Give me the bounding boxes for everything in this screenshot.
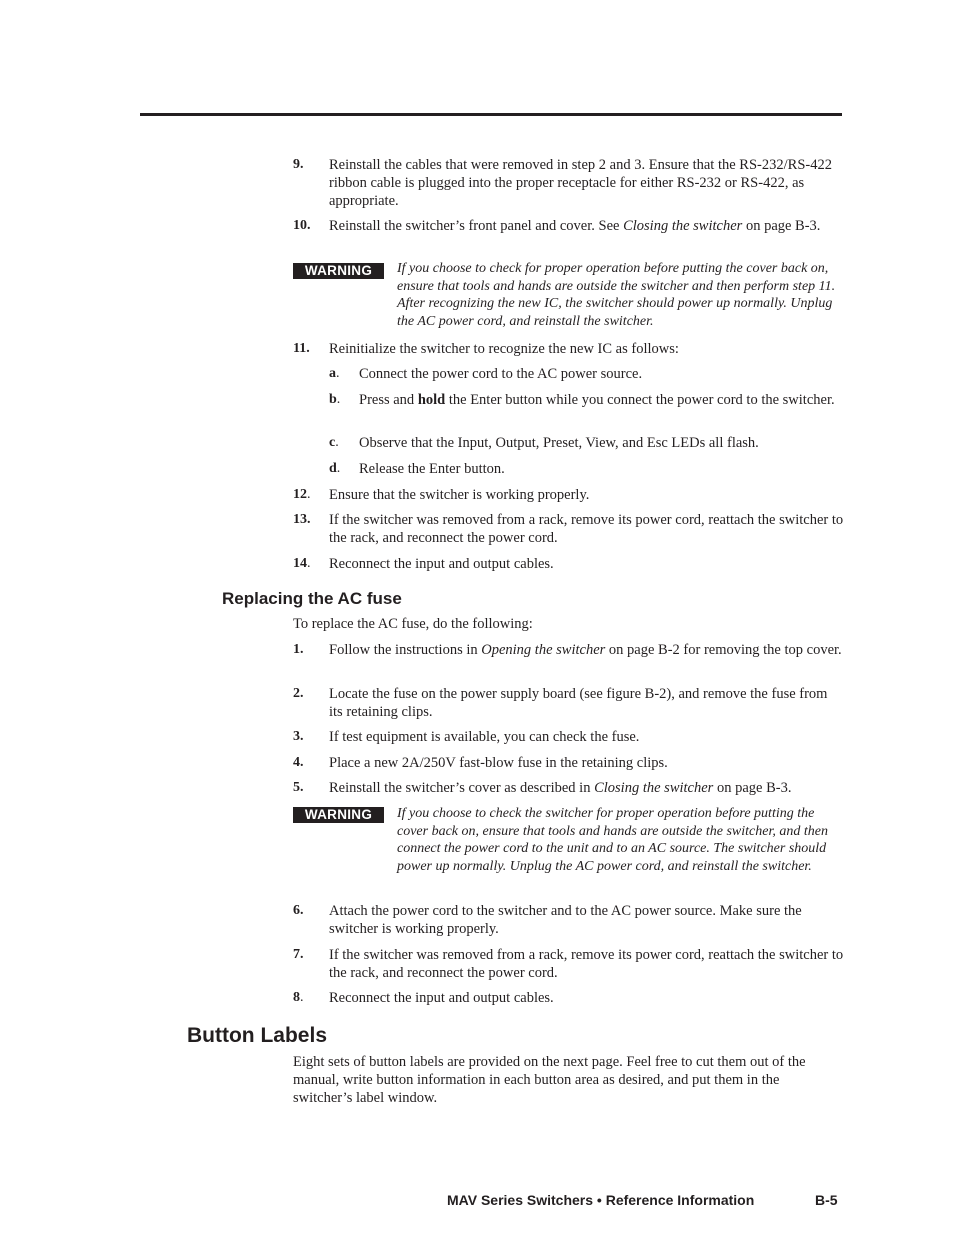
cross-reference: Closing the switcher [594, 780, 714, 796]
footer-title: MAV Series Switchers • Reference Information [447, 1192, 755, 1208]
step-number: 1. [293, 642, 304, 657]
step-number: 11. [293, 341, 310, 356]
step-text: Follow the instructions in Opening the switcher on page B-2 for removing the top cover. [329, 642, 842, 658]
step-number: 12. [293, 487, 311, 502]
header-rule [140, 113, 842, 116]
section-heading: Button Labels [187, 1024, 327, 1047]
step-number: 13. [293, 512, 311, 527]
step-text: Locate the fuse on the power supply board (see figure B-2), and remove the fuse from its retaining clips. [329, 686, 828, 720]
step-number: 10. [293, 218, 311, 233]
section-heading: Replacing the AC fuse [222, 589, 402, 608]
step-number: 9. [293, 157, 304, 172]
step-text: Place a new 2A/250V fast-blow fuse in the retaining clips. [329, 755, 668, 771]
page-number: B-5 [815, 1192, 838, 1208]
substep-text: Press and hold the Enter button while you connect the power cord to the switcher. [359, 392, 835, 408]
step-number: 8. [293, 990, 304, 1005]
step-text: Reconnect the input and output cables. [329, 990, 554, 1006]
step-text: If test equipment is available, you can check the fuse. [329, 729, 640, 745]
warning-text: If you choose to check the switcher for proper operation before putting the cover back on, ensure that tools and hands are outside the switcher, and then connect the power cord to the unit and to an AC source. The switcher should power up normally. Unplug the AC power cord, and reinstall the switcher. [397, 806, 828, 875]
step-text: Reinitialize the switcher to recognize the new IC as follows: [329, 341, 679, 357]
step-text: If the switcher was removed from a rack, remove its power cord, reattach the switcher to the rack, and reconnect the power cord. [329, 512, 844, 546]
substep-label: a. [329, 366, 340, 381]
step-text: Ensure that the switcher is working properly. [329, 487, 590, 503]
step-number: 4. [293, 755, 304, 770]
step-number: 2. [293, 686, 304, 701]
step-text: Attach the power cord to the switcher and to the AC power source. Make sure the switcher is working properly. [329, 903, 802, 937]
warning-badge: WARNING [293, 807, 384, 823]
section-intro: To replace the AC fuse, do the following: [293, 616, 533, 632]
warning-text: If you choose to check for proper operation before putting the cover back on, ensure that tools and hands are outside the switcher and then perform step 11. After recognizing the new IC, the switcher should power up normally. Unplug the AC power cord, and reinstall the switcher. [397, 261, 836, 330]
step-text: If the switcher was removed from a rack, remove its power cord, reattach the switcher to the rack, and reconnect the power cord. [329, 947, 844, 981]
substep-text: Release the Enter button. [359, 461, 505, 477]
substep-label: d. [329, 461, 341, 476]
substep-text: Connect the power cord to the AC power source. [359, 366, 643, 382]
step-text: Reinstall the cables that were removed in step 2 and 3. Ensure that the RS-232/RS-422 ribbon cable is plugged into the proper receptacle for either RS-232 or RS-422, as appropriate. [329, 157, 832, 209]
step-text: Reconnect the input and output cables. [329, 556, 554, 572]
substep-label: c. [329, 435, 339, 450]
step-number: 5. [293, 780, 304, 795]
step-number: 3. [293, 729, 304, 744]
cross-reference: Opening the switcher [481, 642, 606, 658]
warning-badge: WARNING [293, 263, 384, 279]
step-number: 6. [293, 903, 304, 918]
step-number: 14. [293, 556, 311, 571]
step-number: 7. [293, 947, 304, 962]
step-text: Reinstall the switcher’s front panel and cover. See Closing the switcher on page B-3. [329, 218, 821, 234]
substep-label: b. [329, 392, 341, 407]
section-body: Eight sets of button labels are provided on the next page. Feel free to cut them out of the manual, write button information in each button area as desired, and put them in the switcher’s label window. [293, 1054, 806, 1106]
substep-text: Observe that the Input, Output, Preset, View, and Esc LEDs all flash. [359, 435, 759, 451]
cross-reference: Closing the switcher [623, 218, 743, 234]
step-text: Reinstall the switcher’s cover as described in Closing the switcher on page B-3. [329, 780, 792, 796]
